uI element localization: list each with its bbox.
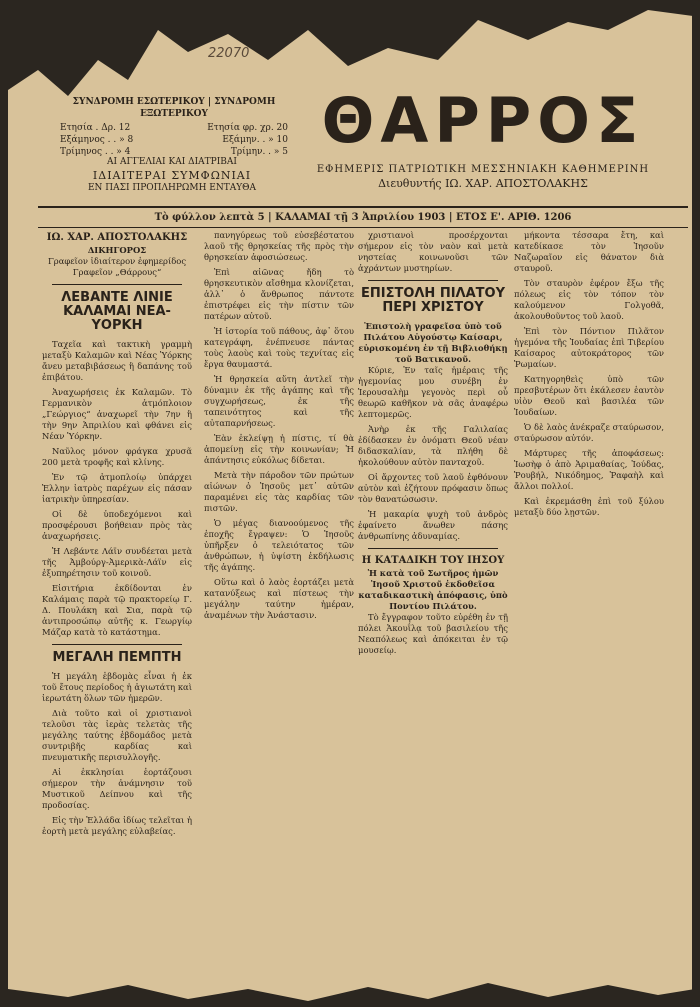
paragraph: Διὰ τοῦτο καὶ οἱ χριστιανοὶ τελοῦσι τὰς ἱερὰς τελετὰς τῆς μεγάλης ταύτης ἑβδομάδος μετὰ συντριβῆς καρδίας καὶ πνευματικῆς περισυλλογῆς. [42, 708, 192, 762]
paragraph: Καὶ ἐκρεμάσθη ἐπὶ τοῦ ξύλου μεταξὺ δύο λῃστῶν. [514, 496, 664, 517]
sub-domestic: Ετησία . Δρ. 12 [60, 123, 131, 133]
paragraph: Εἰς τὴν Ἑλλάδα ἰδίως τελεῖται ἡ ἑορτὴ μετὰ μεγάλης εὐλαβείας. [42, 815, 192, 836]
newspaper-motto: ΕΦΗΜΕΡΙΣ ΠΑΤΡΙΩΤΙΚΗ ΜΕΣΣΗΝΙΑΚΗ ΚΑΘΗΜΕΡΙΝΗ [316, 164, 650, 175]
divider [368, 548, 498, 549]
paragraph: Τὸ ἔγγραφον τοῦτο εὑρέθη ἐν τῇ πόλει Ἀκουΐλᾳ τοῦ βασιλείου τῆς Νεαπόλεως καὶ ἀπόκειται ἐν τῷ μουσείῳ. [358, 612, 508, 655]
paragraph: Ὁ δὲ λαὸς ἀνέκραζε σταύρωσον, σταύρωσον αὐτόν. [514, 422, 664, 443]
paragraph: Αἱ ἐκκλησίαι ἑορτάζουσι σήμερον τὴν ἀνάμνησιν τοῦ Μυστικοῦ Δείπνου καὶ τῆς προδοσίας. [42, 767, 192, 810]
paragraph: Ἀναχωρήσεις ἐκ Καλαμῶν. Τὸ Γερμανικὸν ἀτμόπλοιον „Γεώργιος“ ἀναχωρεῖ τὴν 7ην ἢ τὴν 9ην Ἀπριλίου καὶ φθάνει εἰς Νέαν Ὑόρκην. [42, 387, 192, 441]
column-2 [204, 230, 354, 1000]
paragraph: Ἡ μακαρία ψυχὴ τοῦ ἀνδρὸς ἐφαίνετο ἄνωθεν πάσης ἀνθρωπίνης ἀδυναμίας. [358, 509, 508, 541]
lawyer-name: ΙΩ. ΧΑΡ. ΑΠΟΣΤΟΛΑΚΗΣ [46, 232, 188, 243]
sub-foreign: Εξάμην. . » 10 [222, 135, 288, 145]
ads-box [62, 156, 282, 195]
paragraph: μήκοντα τέσσαρα ἔτη, καὶ κατεδίκασε τὸν Ἰησοῦν Ναζωραῖον εἰς θάνατον διὰ σταυροῦ. [514, 230, 664, 273]
ads-line2: ΙΔΙΑΙΤΕΡΑΙ ΣΥΜΦΩΝΙΑΙ [92, 169, 252, 182]
lawyer-note: Γραφεῖον ἰδιαίτερον ἐφημερίδος Γραφεῖον „Θάρρους“ [47, 256, 187, 277]
paragraph: Ἐὰν ἐκλείψῃ ἡ πίστις, τί θὰ ἀπομείνῃ εἰς τὴν κοινωνίαν; Ἡ ἀπάντησις εὐκόλως δίδεται. [204, 433, 354, 465]
lawyer-title: ΔΙΚΗΓΟΡΟΣ [87, 245, 147, 255]
column-4 [514, 230, 664, 1000]
sub-domestic: Τρίμηνος . . » 4 [60, 147, 131, 157]
handwritten-note: 22070 [208, 46, 250, 61]
divider [52, 644, 182, 645]
article-heading: ΜΕΓΑΛΗ ΠΕΜΠΤΗ [52, 650, 182, 665]
paragraph: Οὕτω καὶ ὁ λαὸς ἑορτάζει μετὰ κατανύξεως καὶ πίστεως τὴν μεγάλην ταύτην ἡμέραν, ἀναμένων τὴν Ἀνάστασιν. [204, 577, 354, 620]
paragraph: Ταχεῖα καὶ τακτικὴ γραμμὴ μεταξὺ Καλαμῶν καὶ Νέας Ὑόρκης ἄνευ μεταβιβάσεως ἢ δαπάνης τοῦ ἐπιβάτου. [42, 339, 192, 382]
newspaper-director: Διευθυντής ΙΩ. ΧΑΡ. ΑΠΟΣΤΟΛΑΚΗΣ [378, 177, 588, 190]
paragraph: Τὸν σταυρὸν ἐφέρον ἔξω τῆς πόλεως εἰς τὸν τόπον τὸν καλούμενον Γολγοθᾶ, ἀκολουθοῦντος τοῦ λαοῦ. [514, 278, 664, 321]
torn-bottom-edge [8, 977, 692, 1007]
newspaper-title: ΘΑΡΡΟΣ [321, 84, 645, 157]
paragraph: Ἐπὶ τὸν Πόντιον Πιλᾶτον ἡγεμόνα τῆς Ἰουδαίας ἐπὶ Τιβερίου Καίσαρος αὐτοκράτορος τῶν Ῥωμαίων. [514, 326, 664, 369]
article-subheading: Ἡ κατὰ τοῦ Σωτῆρος ἡμῶν Ἰησοῦ Χριστοῦ ἐκδοθεῖσα καταδικαστικὴ ἀπόφασις, ὑπὸ Ποντίου Πιλάτου. [358, 568, 508, 611]
sub-foreign: Ετησία φρ. χρ. 20 [207, 123, 288, 133]
subscription-box [60, 96, 288, 158]
ads-line3: ΕΝ ΠΑΣΙ ΠΡΟΠΛΗΡΩΜΗ ΕΝΤΑΥΘΑ [87, 183, 257, 193]
divider [368, 280, 498, 281]
paragraph: Εἰσιτήρια ἐκδίδονται ἐν Καλάμαις παρὰ τῷ πρακτορείῳ Γ. Δ. Πουλάκη καὶ Σια, παρὰ τῷ ἀντιπροσώπῳ αὐτῆς κ. Γεωργίῳ Μάζαρ κατὰ τὸ κατάστημα. [42, 583, 192, 637]
paragraph: Ἐν τῷ ἀτμοπλοίῳ ὑπάρχει Ἑλλην ἰατρὸς παρέχων εἰς πάσαν ἰατρικὴν ὑπηρεσίαν. [42, 472, 192, 504]
paragraph: χριστιανοὶ προσέρχονται σήμερον εἰς τὸν ναὸν καὶ μετὰ νηστείας κοινωνοῦσι τῶν ἀχράντων μυστηρίων. [358, 230, 508, 273]
paragraph: Ἐπὶ αἰῶνας ἤδη τὸ θρησκευτικὸν αἴσθημα κλονίζεται, ἀλλ᾽ ὁ ἄνθρωπος πάντοτε ἐπιστρέφει εἰς τὴν πίστιν τῶν πατέρων αὐτοῦ. [204, 267, 354, 321]
article-heading: ΕΠΙΣΤΟΛΗ ΠΙΛΑΤΟΥ ΠΕΡΙ ΧΡΙΣΤΟΥ [360, 286, 506, 315]
article-heading: ΛΕΒΑΝΤΕ ΛΙΝΙΕ ΚΑΛΑΜΑΙ ΝΕΑ-ΥΟΡΚΗ [61, 290, 173, 333]
paragraph: Ἀνὴρ ἐκ τῆς Γαλιλαίας ἐδίδασκεν ἐν ὀνόματι Θεοῦ νέαν διδασκαλίαν, τὰ πλήθη δὲ ἠκολούθουν αὐτὸν πανταχοῦ. [358, 424, 508, 467]
sub-domestic: Εξάμηνος . . » 8 [60, 135, 134, 145]
newspaper-page [8, 0, 692, 1007]
column-1 [42, 230, 192, 1000]
article-heading: Η ΚΑΤΑΔΙΚΗ ΤΟΥ ΙΗΣΟΥ [361, 555, 505, 566]
article-subheading: Ἐπιστολὴ γραφεῖσα ὑπὸ τοῦ Πιλάτου Αὐγούστῳ Καίσαρι, εὑρισκομένη ἐν τῇ Βιβλιοθήκῃ τοῦ Βατικανοῦ. [358, 321, 508, 364]
paragraph: Ναῦλος μόνον φράγκα χρυσᾶ 200 μετὰ τροφῆς καὶ κλίνης. [42, 446, 192, 467]
paragraph: πανηγύρεως τοῦ εὐσεβέστατου λαοῦ τῆς θρησκείας τῆς πρὸς τὴν θρησκείαν ἀφοσιώσεως. [204, 230, 354, 262]
paragraph: Ἡ Λεβάντε Λάϊν συνδέεται μετὰ τῆς Ἀμβούργ-Ἀμερικὰ-Λάϊν εἰς ἐξυπηρέτησιν τοῦ κοινοῦ. [42, 546, 192, 578]
paragraph: Κύριε, Ἐν ταῖς ἡμέραις τῆς ἡγεμονίας μου συνέβη ἐν Ἱερουσαλὴμ γεγονὸς περὶ οὗ θεωρῶ καθῆκον νὰ σᾶς ἀναφέρω λεπτομερῶς. [358, 365, 508, 419]
column-3 [358, 230, 508, 1000]
dateline: Τὸ φύλλον λεπτὰ 5 | ΚΑΛΑΜΑΙ τῇ 3 Ἀπριλίου 1903 | ΕΤΟΣ Ε'. ΑΡΙΘ. 1206 [38, 206, 688, 228]
paragraph: Ἡ μεγάλη ἑβδομὰς εἶναι ἡ ἐκ τοῦ ἔτους περίοδος ἡ ἁγιωτάτη καὶ ἱερωτάτη ὅλων τῶν ἡμερῶν. [42, 671, 192, 703]
paragraph: Μάρτυρες τῆς ἀποφάσεως: Ἰωσὴφ ὁ ἀπὸ Ἀριμαθαίας, Ἰούδας, Ῥουβήλ, Νικόδημος, Ῥαφαὴλ καὶ ἄλλοι πολλοί. [514, 448, 664, 491]
subscription-row [60, 134, 288, 146]
paragraph: Ἡ ἱστορία τοῦ πάθους, ἀφ᾽ ὅτου κατεγράφη, ἐνέπνευσε πάντας τοὺς λαοὺς καὶ τοὺς τεχνίτας εἰς ἔργα θαυμαστά. [204, 326, 354, 369]
paragraph: Οἱ δὲ ὑποδεχόμενοι καὶ προσφέρουσι βοήθειαν πρὸς τὰς ἀναχωρήσεις. [42, 509, 192, 541]
subscription-header: ΣΥΝΔΡΟΜΗ ΕΣΩΤΕΡΙΚΟΥ | ΣΥΝΔΡΟΜΗ ΕΞΩΤΕΡΙΚΟΥ [72, 97, 276, 119]
paragraph: Μετὰ τὴν πάροδον τῶν πρώτων αἰώνων ὁ Ἰησοῦς μετ᾽ αὐτῶν παραμένει εἰς τὰς καρδίας τῶν πιστῶν. [204, 470, 354, 513]
masthead [298, 86, 668, 190]
paragraph: Ὁ μέγας διανοούμενος τῆς ἐποχῆς ἔγραψεν: Ὁ Ἰησοῦς ὑπῆρξεν ὁ τελειότατος τῶν ἀνθρώπων, ἡ ὑψίστη ἐκδήλωσις τῆς ἀγάπης. [204, 518, 354, 572]
paragraph: Κατηγορηθεὶς ὑπὸ τῶν πρεσβυτέρων ὅτι ἐκάλεσεν ἑαυτὸν υἱὸν Θεοῦ καὶ βασιλέα τῶν Ἰουδαίων. [514, 374, 664, 417]
divider [52, 284, 182, 285]
paragraph: Οἱ ἄρχοντες τοῦ λαοῦ ἐφθόνουν αὐτὸν καὶ ἐζήτουν πρόφασιν ὅπως τὸν θανατώσωσιν. [358, 472, 508, 504]
ads-line1: ΑΙ ΑΓΓΕΛΙΑΙ ΚΑΙ ΔΙΑΤΡΙΒΑΙ [107, 157, 237, 167]
subscription-row [60, 122, 288, 134]
paragraph: Ἡ θρησκεία αὕτη ἀντλεῖ τὴν δύναμιν ἐκ τῆς ἀγάπης καὶ τῆς συγχωρήσεως, ἐκ τῆς ταπεινότητος καὶ τῆς αὐταπαρνήσεως. [204, 374, 354, 428]
sub-foreign: Τρίμην. . » 5 [230, 147, 288, 157]
